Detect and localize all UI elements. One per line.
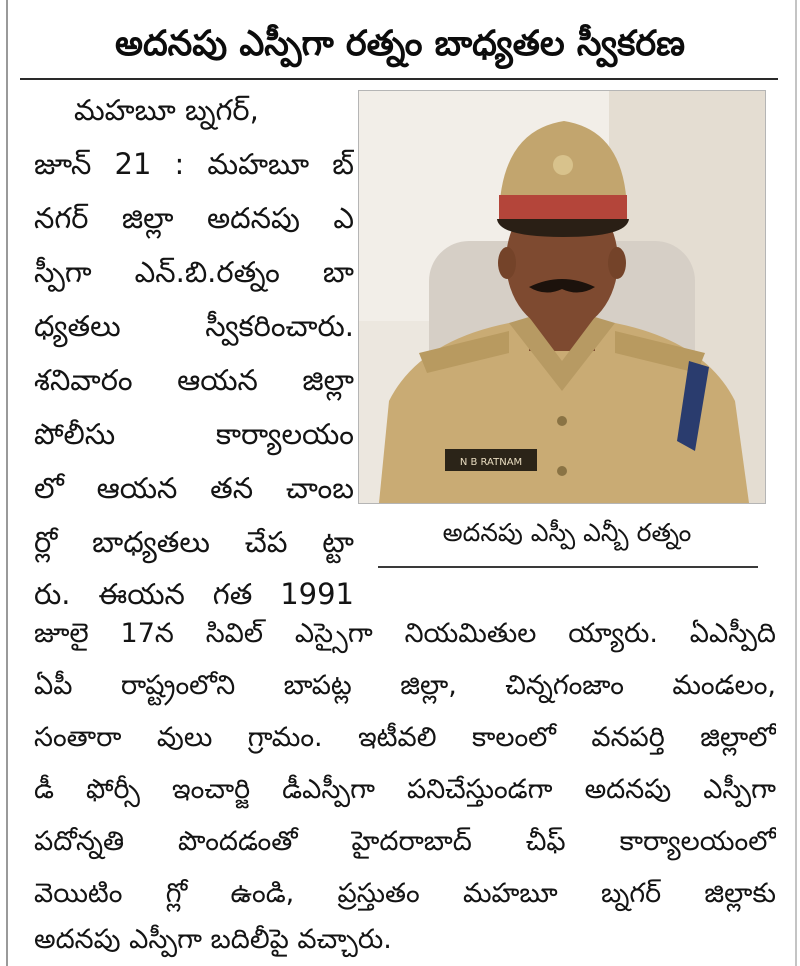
right-border-rule [795,0,797,966]
body-line: లో ఆయన తన చాంబ [34,471,354,505]
body-line: పదోన్నతి పొందడంతో హైదరాబాద్ చీఫ్ కార్యాలయంలో [34,826,776,857]
headline-divider [20,78,778,80]
body-line: మహబూ బ్నగర్, [74,93,259,127]
body-line: సంతారా వులు గ్రామం. ఇటీవలి కాలంలో వనపర్తి జిల్లాలో [34,722,776,753]
left-border-rule [6,0,8,966]
body-line: వెయిటిం గ్లో ఉండి, ప్రస్తుతం మహబూ బ్నగర్ జిల్లాకు [34,878,776,909]
body-line: నగర్ జిల్లా అదనపు ఎ [34,201,354,235]
officer-portrait-image [359,91,765,503]
body-line: ఏపీ రాష్ట్రంలోని బాపట్ల జిల్లా, చిన్నగంజాం మండలం, [34,670,776,701]
body-line: పోలీసు కార్యాలయం [34,417,354,451]
body-line: ధ్యతలు స్వీకరించారు. [34,309,354,343]
name-tag-text: N B RATNAM [459,457,523,468]
body-line: స్పీగా ఎన్.బి.రత్నం బా [34,255,354,289]
caption-divider [378,566,758,568]
body-line: జూన్ 21 : మహబూ బ్ [34,147,354,181]
officer-photo [358,90,766,504]
article-headline: అదనపు ఎస్పీగా రత్నం బాధ్యతల స్వీకరణ [114,24,686,64]
body-line: జూలై 17న సివిల్ ఎస్సైగా నియమితుల య్యారు. ఏఎస్పీది [34,618,776,649]
body-line: ర్లో బాధ్యతలు చేప ట్టా [34,525,354,559]
body-line: డీ ఫోర్సీ ఇంచార్జి డీఎస్పీగా పనిచేస్తుండగా అదనపు ఎస్పీగా [34,774,776,805]
body-line: రు. ఈయన గత 1991 [34,577,354,611]
photo-caption: అదనపు ఎస్పీ ఎన్బీ రత్నం [442,518,692,547]
body-line: శనివారం ఆయన జిల్లా [34,363,354,397]
body-line: అదనపు ఎస్పీగా బదిలీపై వచ్చారు. [34,924,392,955]
